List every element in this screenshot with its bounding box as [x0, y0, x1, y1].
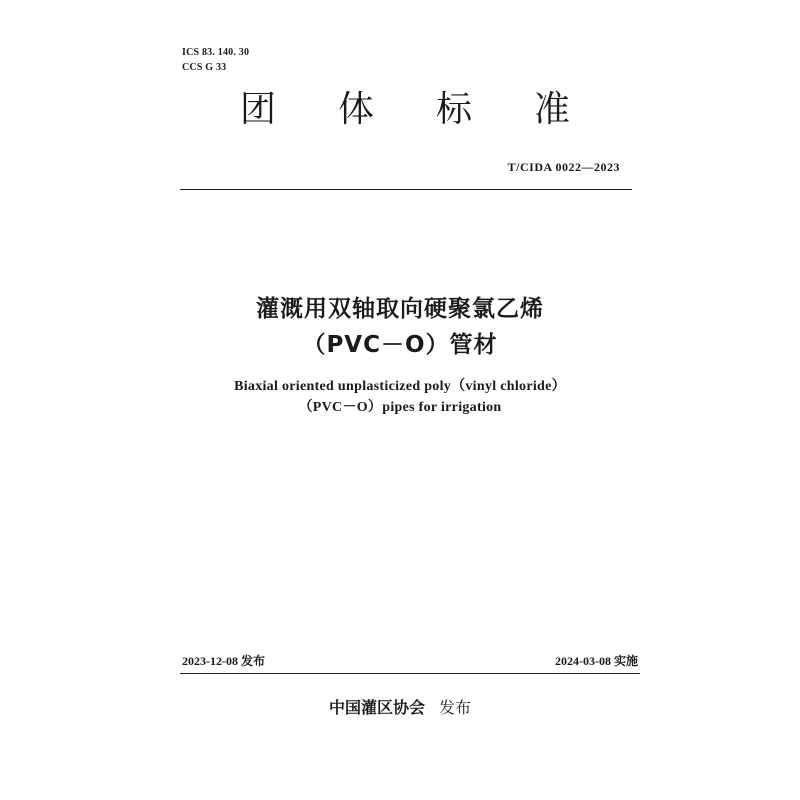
- english-title-line-2: （PVC－O）pipes for irrigation: [298, 400, 502, 415]
- publisher-line: [0, 697, 800, 719]
- document-type-char: 团: [240, 89, 277, 130]
- bottom-divider: [180, 673, 640, 674]
- english-title-line-1: Biaxial oriented unplasticized poly（vinyl chloride）: [234, 379, 566, 394]
- chinese-title-line-1: 灌溉用双轴取向硬聚氯乙烯: [256, 296, 544, 322]
- ccs-code: CCS G 33: [182, 62, 227, 73]
- top-divider: [180, 189, 632, 190]
- document-type-char: 准: [533, 89, 570, 130]
- standard-number: T/CIDA 0022—2023: [507, 160, 620, 174]
- chinese-title-line-2: （PVC－O）管材: [302, 332, 498, 358]
- publish-date: 2023-12-08 发布: [182, 654, 265, 668]
- document-type-heading: [240, 86, 570, 134]
- document-type-char: 标: [435, 89, 472, 130]
- document-type-char: 体: [337, 89, 374, 130]
- implementation-date: 2024-03-08 实施: [555, 654, 638, 668]
- publisher-name: 中国灌区协会: [328, 698, 425, 717]
- ics-code: ICS 83. 140. 30: [182, 47, 250, 58]
- publisher-suffix: 发布: [439, 698, 472, 717]
